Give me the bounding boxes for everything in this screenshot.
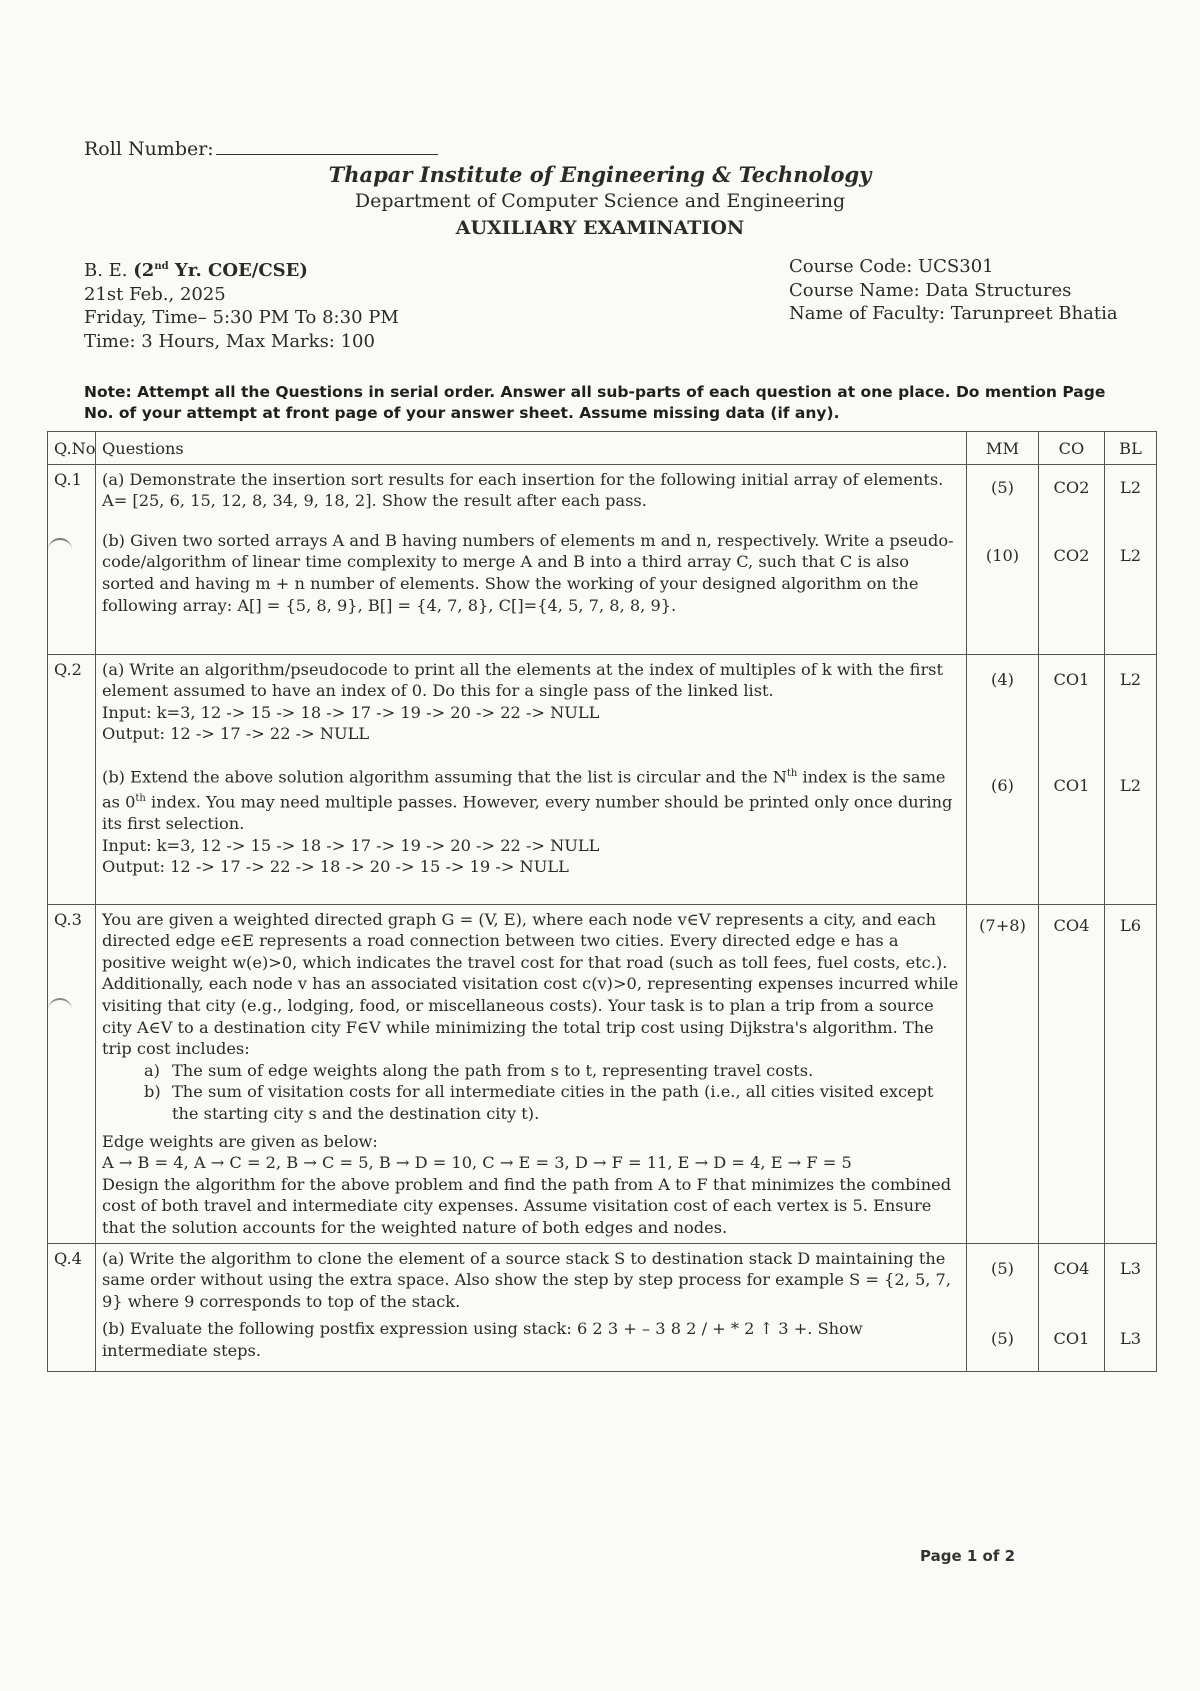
- q3-edge-heading: Edge weights are given as below:: [102, 1131, 378, 1151]
- institute-name: Thapar Institute of Engineering & Technology: [328, 162, 872, 187]
- marks-cell: [967, 904, 1039, 1243]
- header-bl: BL: [1105, 432, 1157, 465]
- bl-cell: [1105, 654, 1157, 904]
- roll-number-blank: [216, 138, 438, 155]
- q1b-marks: (10): [985, 545, 1020, 565]
- list-item: a) The sum of edge weights along the path from s to t, representing travel costs.: [144, 1060, 814, 1080]
- exam-meta-right: [789, 255, 1118, 326]
- q4-part-b: (b) Evaluate the following postfix expression using stack: 6 2 3 + – 3 8 2 / + * 2 ↑ 3 +. Show intermediate steps.: [102, 1319, 863, 1360]
- q2a-output: Output: 12 -> 17 -> 22 -> NULL: [102, 724, 370, 744]
- exam-duration: Time: 3 Hours, Max Marks: 100: [84, 330, 375, 352]
- q1-part-b: (b) Given two sorted arrays A and B having numbers of elements m and n, respectively. Write a pseudo-code/algorithm of linear time complexity to merge A and B into a third array C, such that C is also sorted and having m + n number of elements. Show the working of your designed algorithm on the following array: A[] = {5, 8, 9}, B[] = {4, 7, 8}, C[]={4, 5, 7, 8, 8, 9}.: [102, 530, 954, 615]
- list-item: b) The sum of visitation costs for all intermediate cities in the path (i.e., all cities visited except the starting city s and the destination city t).: [144, 1082, 934, 1123]
- page-number: Page 1 of 2: [920, 1547, 1016, 1565]
- marks-cell: [967, 1243, 1039, 1371]
- question-text: [96, 654, 967, 904]
- co-cell: [1039, 1243, 1105, 1371]
- roll-number: [84, 138, 438, 160]
- co-cell: [1039, 654, 1105, 904]
- q2b-bl: L2: [1119, 775, 1142, 795]
- q1a-bl: L2: [1119, 477, 1142, 497]
- q2a-marks: (4): [991, 669, 1014, 689]
- q2b-co: CO1: [1053, 775, 1090, 795]
- table-header-row: [48, 432, 1157, 465]
- q2-part-a: (a) Write an algorithm/pseudocode to print all the elements at the index of multiples of k with the first element assumed to have an index of 0. Do this for a single pass of the linked list.: [102, 659, 943, 701]
- question-text: [96, 464, 967, 654]
- bl-cell: [1105, 464, 1157, 654]
- exam-date: 21st Feb., 2025: [84, 283, 226, 305]
- q4a-bl: L3: [1119, 1258, 1142, 1278]
- question-number: Q.1: [48, 464, 96, 654]
- faculty-name: Name of Faculty: Tarunpreet Bhatia: [789, 303, 1118, 324]
- q1b-bl: L2: [1119, 545, 1142, 565]
- q3-design: Design the algorithm for the above problem and find the path from A to F that minimizes the combined cost of both travel and intermediate city expenses. Assume visitation cost of each vertex is 5. Ensure that the solution accounts for the weighted nature of both edges and nodes.: [102, 1174, 952, 1237]
- header-mm: MM: [967, 432, 1039, 465]
- table-row: [48, 904, 1157, 1243]
- exam-title: AUXILIARY EXAMINATION: [455, 217, 745, 239]
- q3-co: CO4: [1053, 915, 1090, 935]
- q2a-input: Input: k=3, 12 -> 15 -> 18 -> 17 -> 19 -> 20 -> 22 -> NULL: [102, 702, 600, 722]
- bl-cell: [1105, 1243, 1157, 1371]
- q1b-co: CO2: [1053, 545, 1090, 565]
- header-qno: Q.No: [48, 432, 96, 465]
- q4a-marks: (5): [991, 1258, 1014, 1278]
- question-number: Q.2: [48, 654, 96, 904]
- exam-note: Note: Attempt all the Questions in serial order. Answer all sub-parts of each question at one place. Do mention Page No. of your attempt at front page of your answer sheet. Assume missing data (if any).: [84, 383, 1106, 422]
- q4-part-a: (a) Write the algorithm to clone the element of a source stack S to destination stack D maintaining the same order without using the extra space. Also show the step by step process for example S = {2, 5, 7, 9} where 9 corresponds to top of the stack.: [102, 1248, 951, 1311]
- q2-part-b: (b) Extend the above solution algorithm assuming that the list is circular and the $N^{th}$ index is the same as 0th index. You may need multiple passes. However, every number should be printed only once during its first selection.: [102, 767, 953, 833]
- table-row: [48, 464, 1157, 654]
- roll-number-label: Roll Number:: [84, 138, 214, 160]
- q3-cost-list: [102, 1060, 960, 1125]
- question-number: Q.3: [48, 904, 96, 1243]
- q2b-output: Output: 12 -> 17 -> 22 -> 18 -> 20 -> 15 -> 19 -> NULL: [102, 857, 569, 877]
- q2b-marks: (6): [991, 775, 1014, 795]
- co-cell: [1039, 904, 1105, 1243]
- header-co: CO: [1039, 432, 1105, 465]
- q3-text: You are given a weighted directed graph G = (V, E), where each node v∈V represents a city, and each directed edge e∈E represents a road connection between two cities. Every directed edge e has a positive weight w(e)>0, which indicates the travel cost for that road (such as toll fees, fuel costs, etc.). Additionally, each node v has an associated visitation cost c(v)>0, representing expenses incurred while visiting that city (e.g., lodging, food, or miscellaneous costs). Your task is to plan a trip from a source city A∈V to a destination city F∈V while minimizing the total trip cost using Dijkstra's algorithm. The trip cost includes:: [102, 909, 959, 1059]
- questions-table: [47, 431, 1157, 1372]
- co-cell: [1039, 464, 1105, 654]
- question-text: [96, 904, 967, 1243]
- course-code: Course Code: UCS301: [789, 256, 994, 277]
- course-name: Course Name: Data Structures: [789, 279, 1072, 301]
- department-name: Department of Computer Science and Engineering: [354, 190, 846, 212]
- exam-day-time: Friday, Time– 5:30 PM To 8:30 PM: [84, 307, 399, 328]
- question-number: Q.4: [48, 1243, 96, 1371]
- q4a-co: CO4: [1053, 1258, 1090, 1278]
- q4b-co: CO1: [1053, 1328, 1090, 1348]
- q4b-bl: L3: [1119, 1328, 1142, 1348]
- q2a-bl: L2: [1119, 669, 1142, 689]
- q3-bl: L6: [1119, 915, 1142, 935]
- exam-meta-left: [84, 255, 399, 353]
- table-row: [48, 1243, 1157, 1371]
- q1a-co: CO2: [1053, 477, 1090, 497]
- q1-part-a: (a) Demonstrate the insertion sort results for each insertion for the following initial array of elements. A= [25, 6, 15, 12, 8, 34, 9, 18, 2]. Show the result after each pass.: [102, 469, 944, 511]
- header-questions: Questions: [96, 432, 967, 465]
- marks-cell: [967, 464, 1039, 654]
- q1a-marks: (5): [991, 477, 1014, 497]
- bl-cell: [1105, 904, 1157, 1243]
- question-text: [96, 1243, 967, 1371]
- q2b-input: Input: k=3, 12 -> 15 -> 18 -> 17 -> 19 -> 20 -> 22 -> NULL: [102, 835, 600, 855]
- q3-marks: (7+8): [979, 915, 1026, 935]
- program: B. E. (2nd Yr. COE/CSE): [84, 260, 308, 281]
- q2a-co: CO1: [1053, 669, 1090, 689]
- q4b-marks: (5): [991, 1328, 1014, 1348]
- q3-edges: A → B = 4, A → C = 2, B → C = 5, B → D = 10, C → E = 3, D → F = 11, E → D = 4, E → F = 5: [102, 1153, 852, 1173]
- table-row: [48, 654, 1157, 904]
- marks-cell: [967, 654, 1039, 904]
